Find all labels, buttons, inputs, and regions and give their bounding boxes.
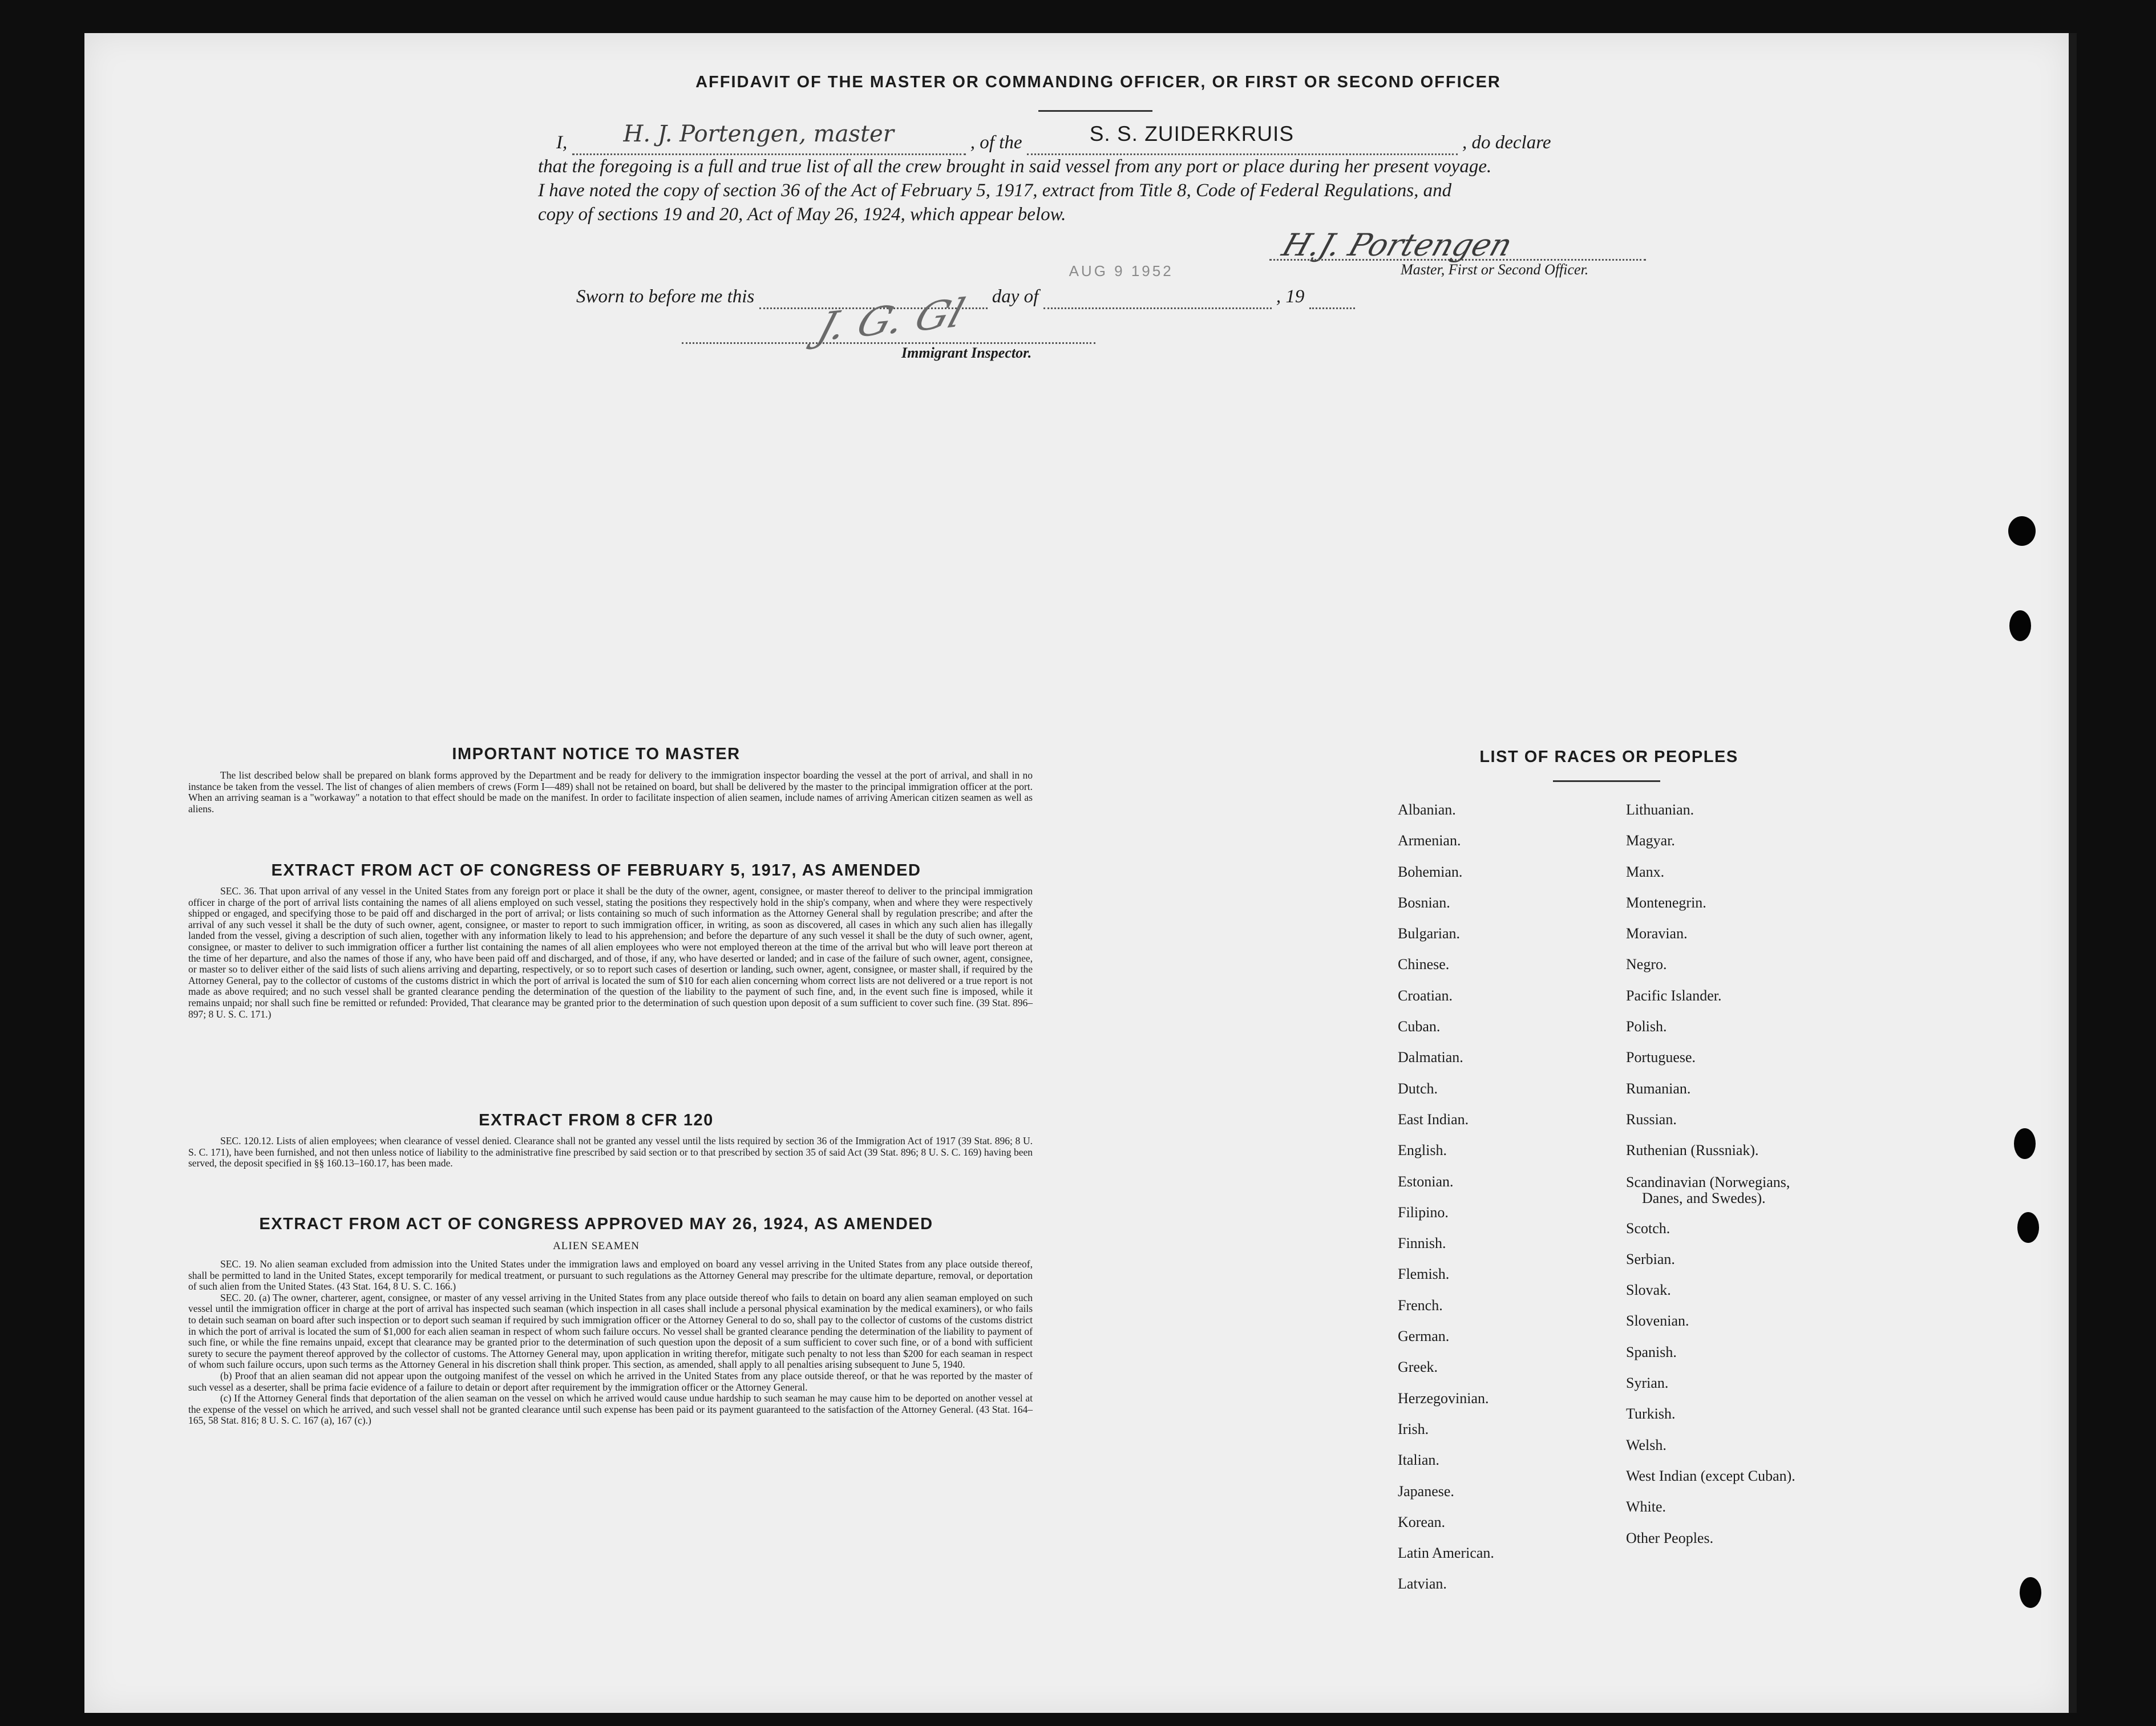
race-item: Syrian. [1626,1375,1669,1392]
race-item: Estonian. [1398,1173,1454,1190]
race-item: Portuguese. [1626,1049,1696,1066]
inspector-signature-line [682,342,1095,344]
section-20b-paragraph: (b) Proof that an alien seaman did not appear upon the outgoing manifest of the vessel on which he arrived in the United States from any place outside thereof, or that he was reported by the master of such vessel as a deserter, shall be prima facie evidence of a failure to detain or deport after requirement by the immigration officer or the Attorney General. [188,1370,1033,1393]
master-signature-line [1269,259,1646,261]
race-item: Irish. [1398,1420,1429,1437]
race-item: Chinese. [1398,956,1450,973]
affidavit-line-4: copy of sections 19 and 20, Act of May 26, 1924, which appear below. [538,204,1066,225]
sheet-edge-shadow [2069,33,2077,1713]
race-item: Polish. [1626,1018,1667,1035]
race-item: Manx. [1626,863,1665,880]
race-item: Russian. [1626,1111,1677,1128]
races-left-column [1398,795,1494,1600]
affidavit-title: AFFIDAVIT OF THE MASTER OR COMMANDING OFFICER, OR FIRST OR SECOND OFFICER [695,73,1501,91]
race-item: Italian. [1398,1452,1439,1469]
master-caption: Master, First or Second Officer. [1401,261,1589,278]
master-name-field [572,121,966,155]
race-item: Slovenian. [1626,1312,1689,1330]
race-item: Albanian. [1398,801,1456,818]
extract-1917-title: EXTRACT FROM ACT OF CONGRESS OF FEBRUARY 5, 1917, AS AMENDED [271,861,921,880]
affidavit-line-2: that the foregoing is a full and true list of all the crew brought in said vessel from any port or place during her present voyage. [538,156,1492,177]
extract-1917-body [188,886,1033,1020]
notice-title: IMPORTANT NOTICE TO MASTER [452,745,741,763]
extract-cfr-title: EXTRACT FROM 8 CFR 120 [479,1111,714,1129]
race-item: Pacific Islander. [1626,987,1722,1004]
race-item: Negro. [1626,956,1667,973]
race-item: Bulgarian. [1398,925,1461,942]
race-item: Welsh. [1626,1436,1666,1453]
of-the-label: , of the [970,132,1022,153]
race-item: Spanish. [1626,1343,1677,1360]
master-signature: H.J. Portengen [1277,227,1517,263]
race-item: Filipino. [1398,1204,1449,1221]
title-divider [1038,110,1152,112]
extract-1924-body [188,1259,1033,1427]
race-item: Turkish. [1626,1405,1676,1423]
binder-hole [2008,516,2036,546]
notice-paragraph: The list described below shall be prepared on blank forms approved by the Department and be ready for delivery to the immigration inspector boarding the vessel at the port of arrival, and shall in no instance be taken from the vessel. The list of changes of alien members of crews (Form I—489) shall not be retained on board, but shall be delivered by the master to the principal immigration officer at the port. When an arriving seaman is a "workaway" a notation to that effect should be made on the manifest. In order to facilitate inspection of alien seamen, include names of arriving American citizen seamen as well as aliens. [188,769,1033,815]
race-item: Rumanian. [1626,1080,1691,1097]
race-item: Dutch. [1398,1080,1438,1097]
race-item: Korean. [1398,1513,1446,1530]
race-item: German. [1398,1328,1450,1345]
section-20a-paragraph: SEC. 20. (a) The owner, charterer, agent, consignee, or master of any vessel arriving in the United States from any place outside thereof who fails to detain on board any alien seaman employed on such vessel until the immigration officer in charge at the port of arrival has inspected such seaman (which inspection in all cases shall include a personal physical examination by the medical examiners), or who fails to detain such seaman on board after such inspection or to deport such seaman if required by such immigration officer or the Attorney General to do so, shall pay to the collector of customs of the customs district in which the port of arrival is located the sum of $1,000 for each alien seaman in respect of whom such failure occurs. No vessel shall be granted clearance pending the determination of the liability to payment of such fine, or while the fine remains unpaid, except that clearance may be granted prior to the determination of such question upon the deposit of a sum sufficient to cover such fine, or of a bond with sufficient surety to secure the payment thereof approved by the collector of customs. The Attorney General may, upon application in writing therefor, mitigate such penalty to not less than $200 for each seaman in respect of whom such failure occurs, upon such terms as the Attorney General in his discretion shall think proper. This section, as amended, shall apply to all penalties arising subsequent to June 5, 1940. [188,1291,1033,1371]
section-20c-paragraph: (c) If the Attorney General finds that deportation of the alien seaman on the vessel on which he arrived would cause undue hardship to such seaman he may cause him to be deported on another vessel at the expense of the vessel on which he arrived, and such vessel shall not be granted clearance until such expense has been paid or its payment guaranteed to the satisfaction of the Attorney General. (43 Stat. 164–165, 58 Stat. 816; 8 U. S. C. 167 (a), 167 (c).) [188,1392,1033,1427]
declarant-label: I, [556,132,568,153]
race-item: Herzegovinian. [1398,1389,1489,1407]
affidavit-line-1 [556,121,1551,155]
race-item: Bosnian. [1398,894,1450,911]
race-item: Scotch. [1626,1219,1670,1237]
binder-hole [2020,1577,2041,1608]
races-right-column [1626,795,1795,1554]
race-item: Other Peoples. [1626,1529,1714,1546]
sworn-month-field [1043,262,1272,309]
section-36-paragraph: SEC. 36. That upon arrival of any vessel in the United States from any foreign port or place it shall be the duty of the owner, agent, consignee, or master thereof to deliver to the principal immigration officer in charge of the port of arrival lists containing the names of all aliens employed on such vessel, stating the positions they respectively hold in the ship's company, when and where they were respectively shipped or engaged, and specifying those to be paid off and discharged in the port of arrival; or lists containing so much of such information as the Attorney General shall by regulation prescribe; and after the arrival of any such vessel it shall be the duty of such owner, agent, consignee, or master to report to such immigration officer, in writing, as soon as discovered, all cases in which any such alien has illegally landed from the vessel, giving a description of such alien, together with any information likely to lead to his apprehension; and before the departure of any such vessel it shall be the duty of such owner, agent, consignee, or master to deliver to such immigration officer a further list containing the names of all alien employees who were not employed thereon at the time of the arrival but who will leave port thereon at the time of her departure, and also the names of those if any, who have been paid off and discharged, and of those, if any, who have deserted or landed; and in case of the failure of such owner, agent, consignee, or master so to deliver either of the said lists of such aliens arriving and departing, respectively, or so to report such cases of desertion or landing, such owner, agent, consignee, or master shall, if required by the Attorney General, pay to the collector of customs of the customs district in which the port of arrival is located the sum of $10 for each alien concerning whom correct lists are not delivered or a true report is not made as above required; and no such vessel shall be granted clearance pending the determination of the question of the liability to the payment of such fine, and, in the event such fine is imposed, while it remains unpaid; nor shall such fine be remitted or refunded: Provided, That clearance may be granted prior to the determination of such question upon deposit of a sum sufficient to cover such fine. (39 Stat. 896–897; 8 U. S. C. 171.) [188,885,1033,1020]
race-item: Montenegrin. [1626,894,1706,911]
extract-cfr-body [188,1136,1033,1169]
race-item: East Indian. [1398,1111,1469,1128]
race-item: Cuban. [1398,1018,1441,1035]
vessel-name: S. S. ZUIDERKRUIS [1089,122,1295,145]
master-name-handwriting: H. J. Portengen, master [623,121,894,147]
race-item: Serbian. [1626,1250,1675,1267]
extract-1924-title: EXTRACT FROM ACT OF CONGRESS APPROVED MAY 26, 1924, AS AMENDED [259,1215,933,1233]
binder-hole [2017,1212,2039,1243]
inspector-caption: Immigrant Inspector. [901,345,1032,361]
race-item: Latin American. [1398,1545,1494,1562]
date-stamp: AUG 9 1952 [1069,262,1174,279]
race-item: Ruthenian (Russniak). [1626,1142,1759,1159]
race-item: Scandinavian (Norwegians, [1626,1173,1790,1190]
race-item: Greek. [1398,1359,1438,1376]
races-title: LIST OF RACES OR PEOPLES [1479,748,1738,766]
race-item: White. [1626,1498,1666,1516]
race-item: Dalmatian. [1398,1049,1463,1066]
race-item: Finnish. [1398,1235,1446,1252]
alien-seamen-subtitle: ALIEN SEAMEN [553,1240,640,1252]
vessel-field [1027,122,1458,155]
year-label: , 19 [1276,286,1305,307]
race-item: Bohemian. [1398,863,1463,880]
notice-body [188,770,1033,815]
race-item: Latvian. [1398,1575,1447,1593]
race-item: Japanese. [1398,1482,1454,1500]
race-item: Flemish. [1398,1266,1450,1283]
declare-label: , do declare [1462,132,1551,153]
races-title-divider [1553,780,1660,782]
sworn-label: Sworn to before me this [576,286,755,307]
race-item: Armenian. [1398,832,1461,849]
race-item: French. [1398,1296,1443,1314]
race-item: Moravian. [1626,925,1688,942]
section-120-12-paragraph: SEC. 120.12. Lists of alien employees; when clearance of vessel denied. Clearance shall not be granted any vessel until the lists required by section 36 of the Immigration Act of 1917 (39 Stat. 896; 8 U. S. C. 171), have been furnished, and not then unless notice of liability to the administrative fine prescribed by said section or to that prescribed by section 35 of said Act (39 Stat. 896; 8 U. S. C. 169) having been served, the deposit specified in §§ 160.13–160.17, has been made. [188,1135,1033,1169]
race-item: West Indian (except Cuban). [1626,1467,1795,1484]
race-item: Lithuanian. [1626,801,1694,818]
race-item: Magyar. [1626,832,1675,849]
day-of-label: day of [992,286,1039,307]
race-item: Croatian. [1398,987,1453,1004]
section-19-paragraph: SEC. 19. No alien seaman excluded from admission into the United States under the immigration laws and employed on board any vessel arriving in the United States from any place outside thereof, shall be permitted to land in the United States, except temporarily for medical treatment, or pursuant to such regulations as the Attorney General may prescribe for the ultimate departure, removal, or deportation of such alien from the United States. (43 Stat. 164, 8 U. S. C. 166.) [188,1258,1033,1293]
race-item-continuation: Danes, and Swedes). [1642,1189,1766,1206]
inspector-signature: J. G. Gl [812,289,970,351]
sworn-year-field [1309,286,1355,309]
binder-hole [2009,610,2031,641]
race-item: Slovak. [1626,1282,1671,1299]
binder-hole [2014,1128,2036,1159]
race-item: English. [1398,1142,1447,1159]
affidavit-line-3: I have noted the copy of section 36 of the Act of February 5, 1917, extract from Title 8, Code of Federal Regulations, and [538,180,1452,201]
